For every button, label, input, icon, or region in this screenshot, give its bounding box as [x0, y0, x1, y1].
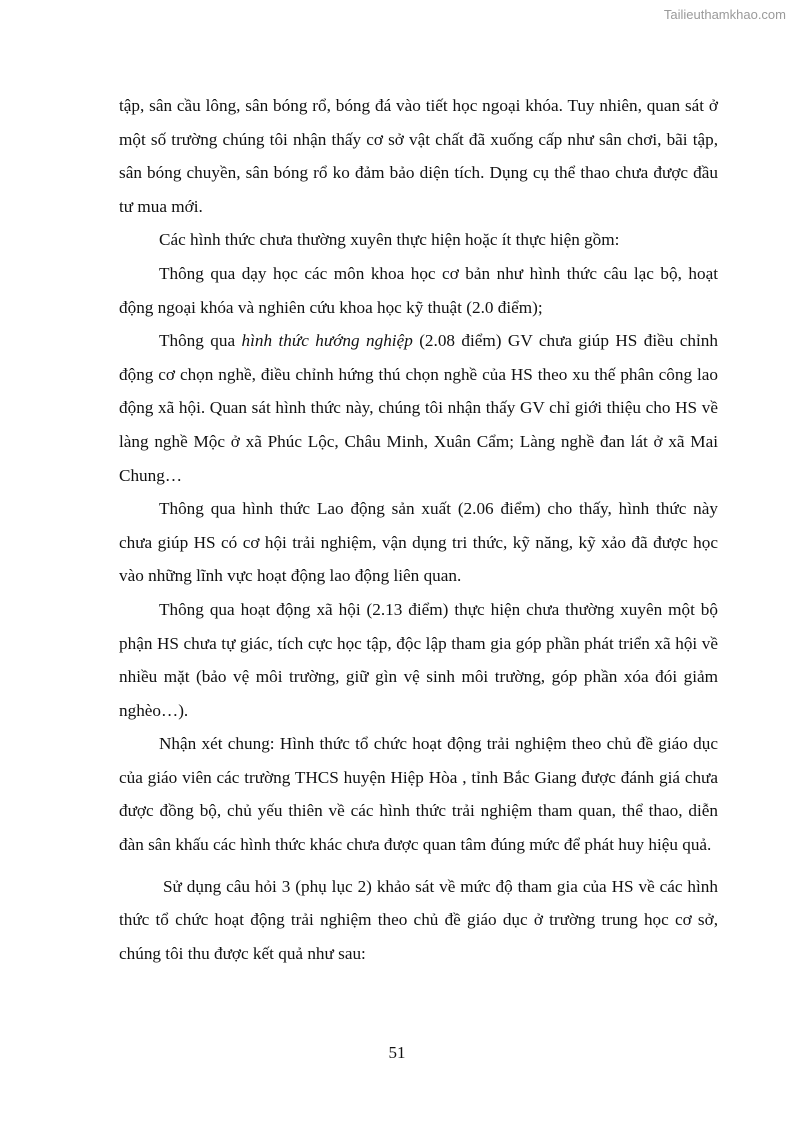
- career-guidance-lead: Thông qua: [159, 331, 242, 351]
- paragraph-survey-question: Sử dụng câu hỏi 3 (phụ lục 2) khảo sát về mức độ tham gia của HS về các hình thức tổ chức hoạt động trải nghiệm theo chủ đề giáo dục ở trường trung học cơ sở, chúng tôi thu được kết quả như sau:: [119, 876, 718, 963]
- page-number: 51: [388, 1043, 406, 1062]
- document-body: [119, 89, 718, 970]
- paragraph-basic-sciences: Thông qua dạy học các môn khoa học cơ bản như hình thức câu lạc bộ, hoạt động ngoại khóa và nghiên cứu khoa học kỹ thuật (2.0 điểm);: [119, 263, 718, 317]
- career-guidance-text: (2.08 điểm) GV chưa giúp HS điều chỉnh động cơ chọn nghề, điều chỉnh hứng thú chọn nghề của HS theo xu thế phân công lao động xã hội. Quan sát hình thức này, chúng tôi nhận thấy GV chỉ giới thiệu cho HS về làng nghề Mộc ở xã Phúc Lộc, Châu Minh, Xuân Cẩm; Làng nghề đan lát ở xã Mai Chung…: [119, 331, 718, 485]
- paragraph-social-activity: Thông qua hoạt động xã hội (2.13 điểm) thực hiện chưa thường xuyên một bộ phận HS chưa tự giác, tích cực học tập, độc lập tham gia góp phần phát triển xã hội về nhiều mặt (bảo vệ môi trường, giữ gìn vệ sinh môi trường, góp phần xóa đói giảm nghèo…).: [119, 599, 718, 720]
- paragraph-production-labor: Thông qua hình thức Lao động sản xuất (2.06 điểm) cho thấy, hình thức này chưa giúp HS có cơ hội trải nghiệm, vận dụng tri thức, kỹ năng, kỹ xảo đã được học vào những lĩnh vực hoạt động lao động liên quan.: [119, 499, 718, 586]
- career-guidance-emphasis: hình thức hướng nghiệp: [241, 331, 413, 351]
- paragraph-continued: tập, sân cầu lông, sân bóng rổ, bóng đá vào tiết học ngoại khóa. Tuy nhiên, quan sát ở một số trường chúng tôi nhận thấy cơ sở vật chất đã xuống cấp như sân chơi, bãi tập, sân bóng chuyền, sân bóng rổ ko đảm bảo diện tích. Dụng cụ thể thao chưa được đầu tư mua mới.: [119, 96, 718, 216]
- watermark: Tailieuthamkhao.com: [663, 7, 786, 22]
- paragraph-general-remark: Nhận xét chung: Hình thức tổ chức hoạt động trải nghiệm theo chủ đề giáo dục của giáo viên các trường THCS huyện Hiệp Hòa , tỉnh Bắc Giang được đánh giá chưa được đồng bộ, chủ yếu thiên về các hình thức trải nghiệm tham quan, thể thao, diễn đàn sân khấu các hình thức khác chưa được quan tâm đúng mức để phát huy hiệu quả.: [119, 734, 718, 855]
- paragraph-less-frequent-forms: Các hình thức chưa thường xuyên thực hiện hoặc ít thực hiện gồm:: [159, 230, 620, 250]
- paragraph-career-guidance: [119, 324, 718, 492]
